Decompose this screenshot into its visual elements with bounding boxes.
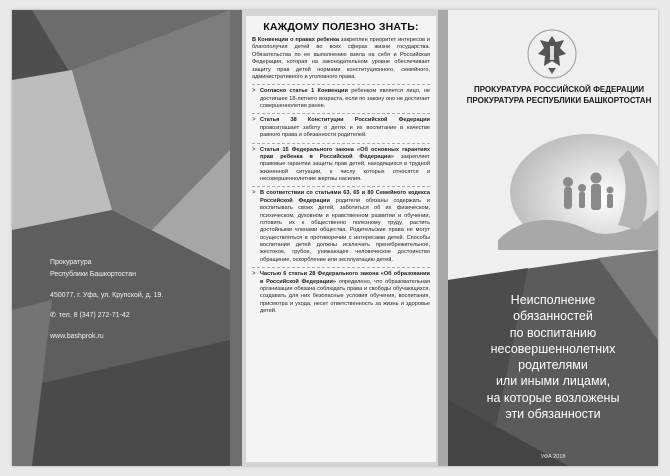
- info-item: [252, 267, 430, 318]
- leaflet-sheet: [12, 10, 658, 466]
- org-title-russia: ПРОКУРАТУРА РОССИЙСКОЙ ФЕДЕРАЦИИ: [473, 85, 645, 94]
- city-year: УФА 2018: [540, 454, 566, 460]
- title-line: на которые возложены: [486, 390, 620, 405]
- family-hands-illustration: [478, 130, 658, 250]
- left-panel-geometric-background: [12, 10, 230, 466]
- chevron-right-icon: >: [252, 117, 256, 124]
- chevron-right-icon: >: [252, 190, 256, 197]
- title-line: по воспитанию: [509, 325, 597, 340]
- phone-icon: ✆: [50, 312, 56, 320]
- contact-phone: тел. 8 (347) 272-71-42: [58, 312, 130, 320]
- item-text: определено, что образовательная организация обязана соблюдать права и свободы обучающихся, создавать для них безопасные условия обучения, воспитания, присмотра и ухода, несет ответственность за жизнь и здоровье детей.: [260, 278, 430, 314]
- right-panel: [448, 10, 658, 466]
- prosecutor-emblem-icon: [526, 28, 578, 80]
- contact-org-line1: Прокуратура: [50, 259, 92, 266]
- middle-panel: [230, 10, 448, 466]
- info-card: [246, 16, 436, 462]
- title-line: или иными лицами,: [495, 374, 611, 389]
- title-line: Неисполнение: [510, 293, 596, 307]
- chevron-right-icon: >: [252, 271, 256, 278]
- info-heading: КАЖДОМУ ПОЛЕЗНО ЗНАТЬ:: [263, 21, 419, 33]
- title-line: обязанностей: [513, 309, 593, 324]
- title-line: родителями: [518, 358, 588, 372]
- contact-org-line2: Республики Башкортостан: [50, 271, 137, 279]
- intro-bold: В Конвенции о правах ребенка: [252, 37, 340, 43]
- info-item: [252, 143, 430, 187]
- middle-left-bar: [230, 10, 242, 466]
- contact-phone-row: [50, 311, 220, 320]
- contact-address: 450077, г. Уфа, ул. Крупской, д. 19.: [50, 291, 164, 299]
- item-text: провозглашает заботу о детях и их воспитание в качестве равного права и обязанности родителей.: [260, 124, 430, 139]
- item-bold: Частью 6 статьи 28 Федерального закона «Об образовании в Российской Федерации»: [260, 271, 430, 285]
- middle-right-bar: [438, 10, 448, 466]
- item-bold: Согласно статье 1 Конвенции: [260, 88, 348, 95]
- item-text: закрепляет правовые гарантии защиты прав детей, находящихся в трудной жизненной ситуации, к числу которых относятся и несовершеннолетние жертвы насилия.: [260, 153, 430, 182]
- intro-text: закреплен приоритет интересов и благополучия детей во всех сферах жизни государства. Обязательства по ее выполнению взяла на себя и Российская Федерация, которая на законодательном уровне обеспечивает защиту прав детей нормами конституционного, семейного, административного и уголовного права.: [252, 37, 430, 80]
- item-bold: Статья 15 Федерального закона «Об основных гарантиях прав ребенка в Российской Федерации»: [260, 146, 430, 160]
- item-bold: Статья 38 Конституции Российской Федерации: [260, 117, 430, 124]
- info-intro: [252, 37, 430, 81]
- title-line: несовершеннолетних: [490, 341, 616, 356]
- item-bold: В соответствии со статьями 63, 65 и 80 Семейного кодекса Российской Федерации: [260, 190, 430, 204]
- info-item: [252, 113, 430, 142]
- leaflet-main-title: [454, 292, 652, 422]
- item-text: родители обязаны содержать и воспитывать своих детей, заботиться об их физическом, психическом, духовном и нравственном развитии и обучении, готовить их к общественно полезному труду, растить достойными членами общества. Родительские права не могут осуществляться в противоречии с интересами детей. Способы воспитания детей должны исключать пренебрежительное, жестокое, грубое, унижающее человеческое достоинство обращение, оскорбление или эксплуатацию детей.: [260, 197, 431, 263]
- contact-website[interactable]: www.bashprok.ru: [50, 332, 104, 340]
- chevron-right-icon: >: [252, 88, 256, 95]
- info-item: [252, 186, 430, 267]
- title-line: эти обязанности: [505, 406, 601, 421]
- org-title-bashkortostan: ПРОКУРАТУРА РЕСПУБЛИКИ БАШКОРТОСТАН: [466, 96, 652, 105]
- chevron-right-icon: >: [252, 146, 256, 153]
- contact-block: [50, 258, 220, 344]
- info-item: [252, 84, 430, 113]
- left-panel: [12, 10, 230, 466]
- item-text: ребенком является лицо, не достигшее 18-летнего возраста, если по закону оно не достигает совершеннолетия ранее.: [260, 88, 431, 109]
